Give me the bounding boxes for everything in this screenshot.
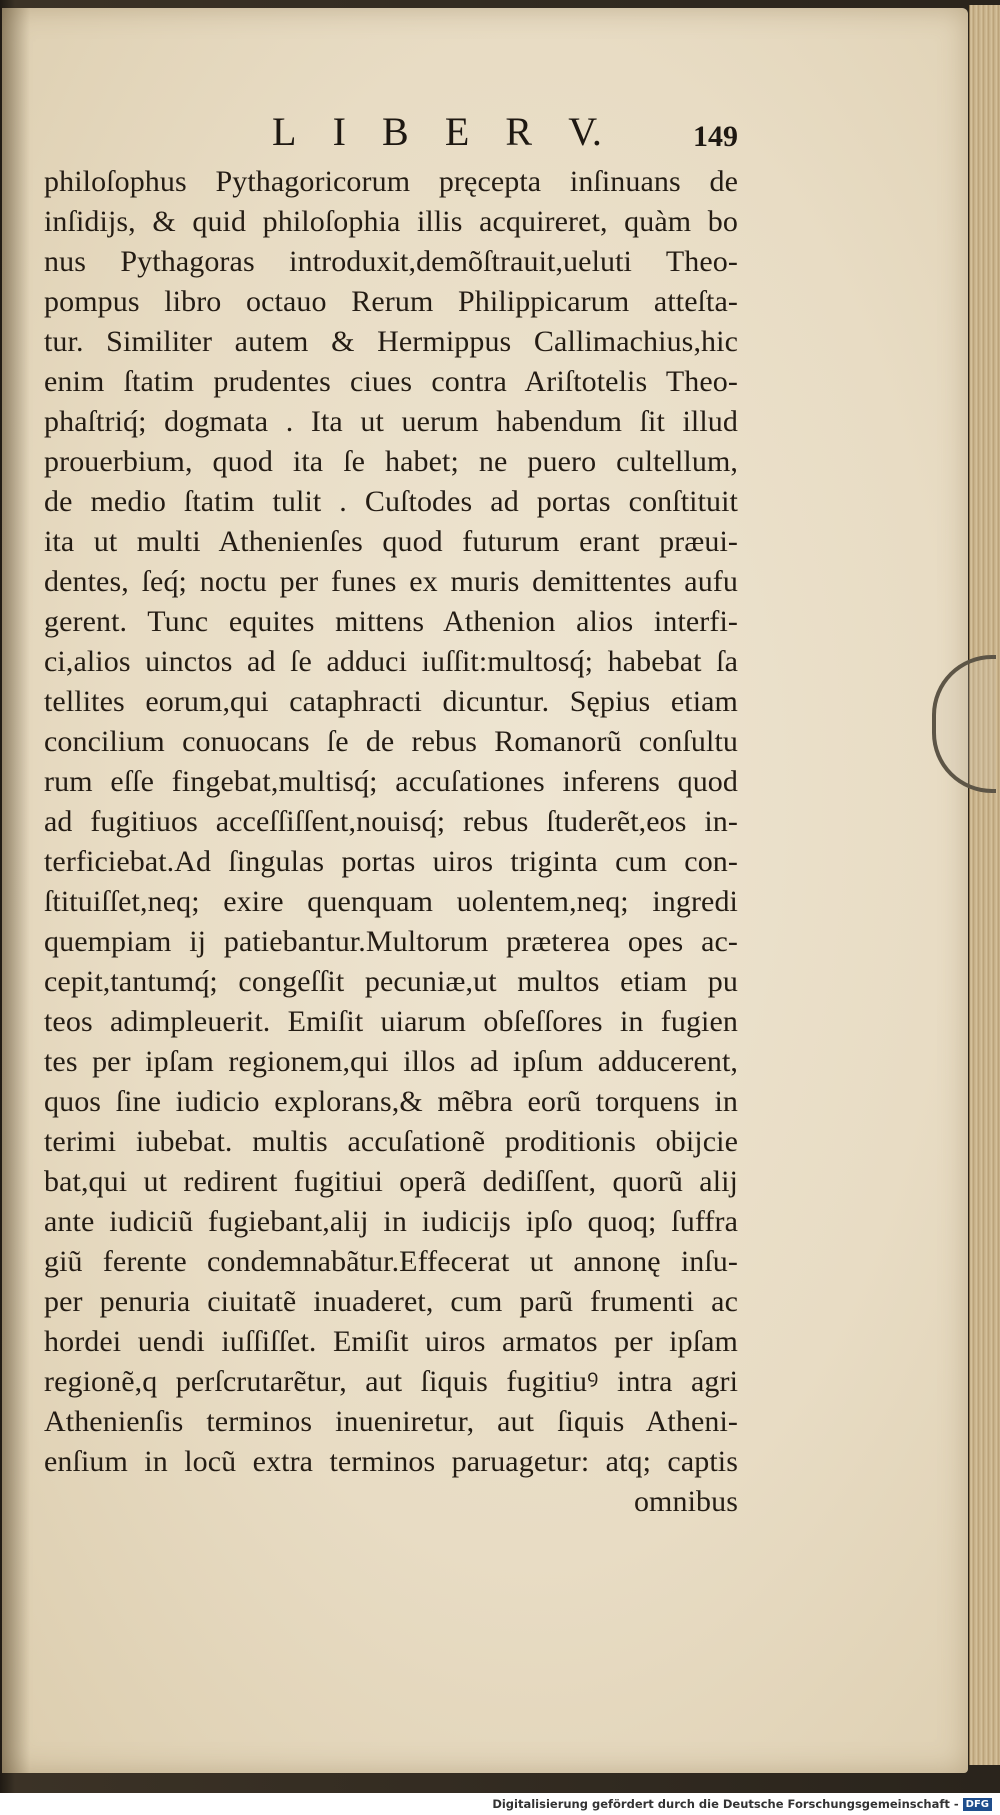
text-line: bat,qui ut redirent fugitiui operã dediſſent, quorũ alij bbox=[44, 1165, 738, 1198]
running-head-letter: B bbox=[382, 109, 409, 154]
text-line: ci,alios uinctos ad ſe adduci iuſſit:multosq́; habebat ſa bbox=[44, 645, 738, 678]
digitization-credit: Digitalisierung gefördert durch die Deutsche Forschungsgemeinschaft - bbox=[492, 1797, 959, 1811]
running-head-letter: L bbox=[272, 109, 297, 154]
page-number: 149 bbox=[693, 120, 738, 153]
text-line: omnibus bbox=[633, 1485, 738, 1518]
footer-bar bbox=[0, 1793, 1000, 1815]
text-line: quos ſine iudicio explorans,& mẽbra eorũ torquens in bbox=[44, 1085, 738, 1118]
text-line: per penuria ciuitatẽ inuaderet, cum parũ frumenti ac bbox=[44, 1285, 738, 1318]
text-line: inſidijs, & quid philoſophia illis acquireret, quàm bo bbox=[44, 205, 738, 238]
text-line: pompus libro octauo Rerum Philippicarum atteſta- bbox=[44, 285, 738, 318]
text-line: terficiebat.Ad ſingulas portas uiros triginta cum con- bbox=[44, 845, 738, 878]
text-line: ad fugitiuos acceſſiſſent,nouisq́; rebus ſtuderẽt,eos in- bbox=[44, 805, 738, 838]
running-head-letter: V. bbox=[568, 109, 602, 154]
running-head bbox=[272, 108, 602, 155]
text-line: enſium in locũ extra terminos paruagetur: atq; captis bbox=[44, 1445, 738, 1478]
text-line: concilium conuocans ſe de rebus Romanorũ conſultu bbox=[44, 725, 738, 758]
text-line: giũ ferente condemnabãtur.Effecerat ut annonę inſu- bbox=[44, 1245, 738, 1278]
text-line: nus Pythagoras introduxit,demõſtrauit,ueluti Theo- bbox=[44, 245, 738, 278]
dfg-logo: DFG bbox=[963, 1798, 992, 1811]
text-line: prouerbium, quod ita ſe habet; ne puero cultellum, bbox=[44, 445, 738, 478]
text-line: regionẽ,q perſcrutarẽtur, aut ſiquis fugitiuꝰ intra agri bbox=[44, 1365, 738, 1398]
gutter-shadow bbox=[2, 8, 30, 1773]
text-line: ſtituiſſet,neq; exire quenquam uolentem,neq; ingredi bbox=[44, 885, 738, 918]
text-line: tes per ipſam regionem,qui illos ad ipſum adducerent, bbox=[44, 1045, 738, 1078]
text-line: dentes, ſeq́; noctu per funes ex muris demittentes aufu bbox=[44, 565, 738, 598]
text-line: ita ut multi Athenienſes quod futurum erant præui- bbox=[44, 525, 738, 558]
text-line: tellites eorum,qui cataphracti dicuntur. Sępius etiam bbox=[44, 685, 738, 718]
text-line: tur. Similiter autem & Hermippus Callimachius,hic bbox=[44, 325, 738, 358]
text-line: Athenienſis terminos inueniretur, aut ſiquis Atheni- bbox=[44, 1405, 738, 1438]
text-line: de medio ſtatim tulit . Cuſtodes ad portas conſtituit bbox=[44, 485, 738, 518]
text-line: teos adimpleuerit. Emiſit uiarum obſeſſores in fugien bbox=[44, 1005, 738, 1038]
text-line: terimi iubebat. multis accuſationẽ proditionis obijcie bbox=[44, 1125, 738, 1158]
book-fore-edge bbox=[969, 5, 1000, 1765]
text-line: quempiam ij patiebantur.Multorum præterea opes ac- bbox=[44, 925, 738, 958]
text-line: rum eſſe fingebat,multisq́; accuſationes inferens quod bbox=[44, 765, 738, 798]
text-line: cepit,tantumq́; congeſſit pecuniæ,ut multos etiam pu bbox=[44, 965, 738, 998]
text-line: phaſtriq́; dogmata . Ita ut uerum habendum ſit illud bbox=[44, 405, 738, 438]
running-head-letter: E bbox=[444, 109, 470, 154]
running-head-letter: I bbox=[332, 109, 346, 154]
body-text bbox=[44, 162, 738, 1522]
text-line: ante iudiciũ fugiebant,alij in iudicijs ipſo quoq; ſuffra bbox=[44, 1205, 738, 1238]
text-line: enim ſtatim prudentes ciues contra Ariſtotelis Theo- bbox=[44, 365, 738, 398]
text-line: gerent. Tunc equites mittens Athenion alios interfi- bbox=[44, 605, 738, 638]
text-line: hordei uendi iuſſiſſet. Emiſit uiros armatos per ipſam bbox=[44, 1325, 738, 1358]
running-head-letter: R bbox=[505, 109, 533, 154]
text-line: philoſophus Pythagoricorum pręcepta inſinuans de bbox=[44, 165, 738, 198]
